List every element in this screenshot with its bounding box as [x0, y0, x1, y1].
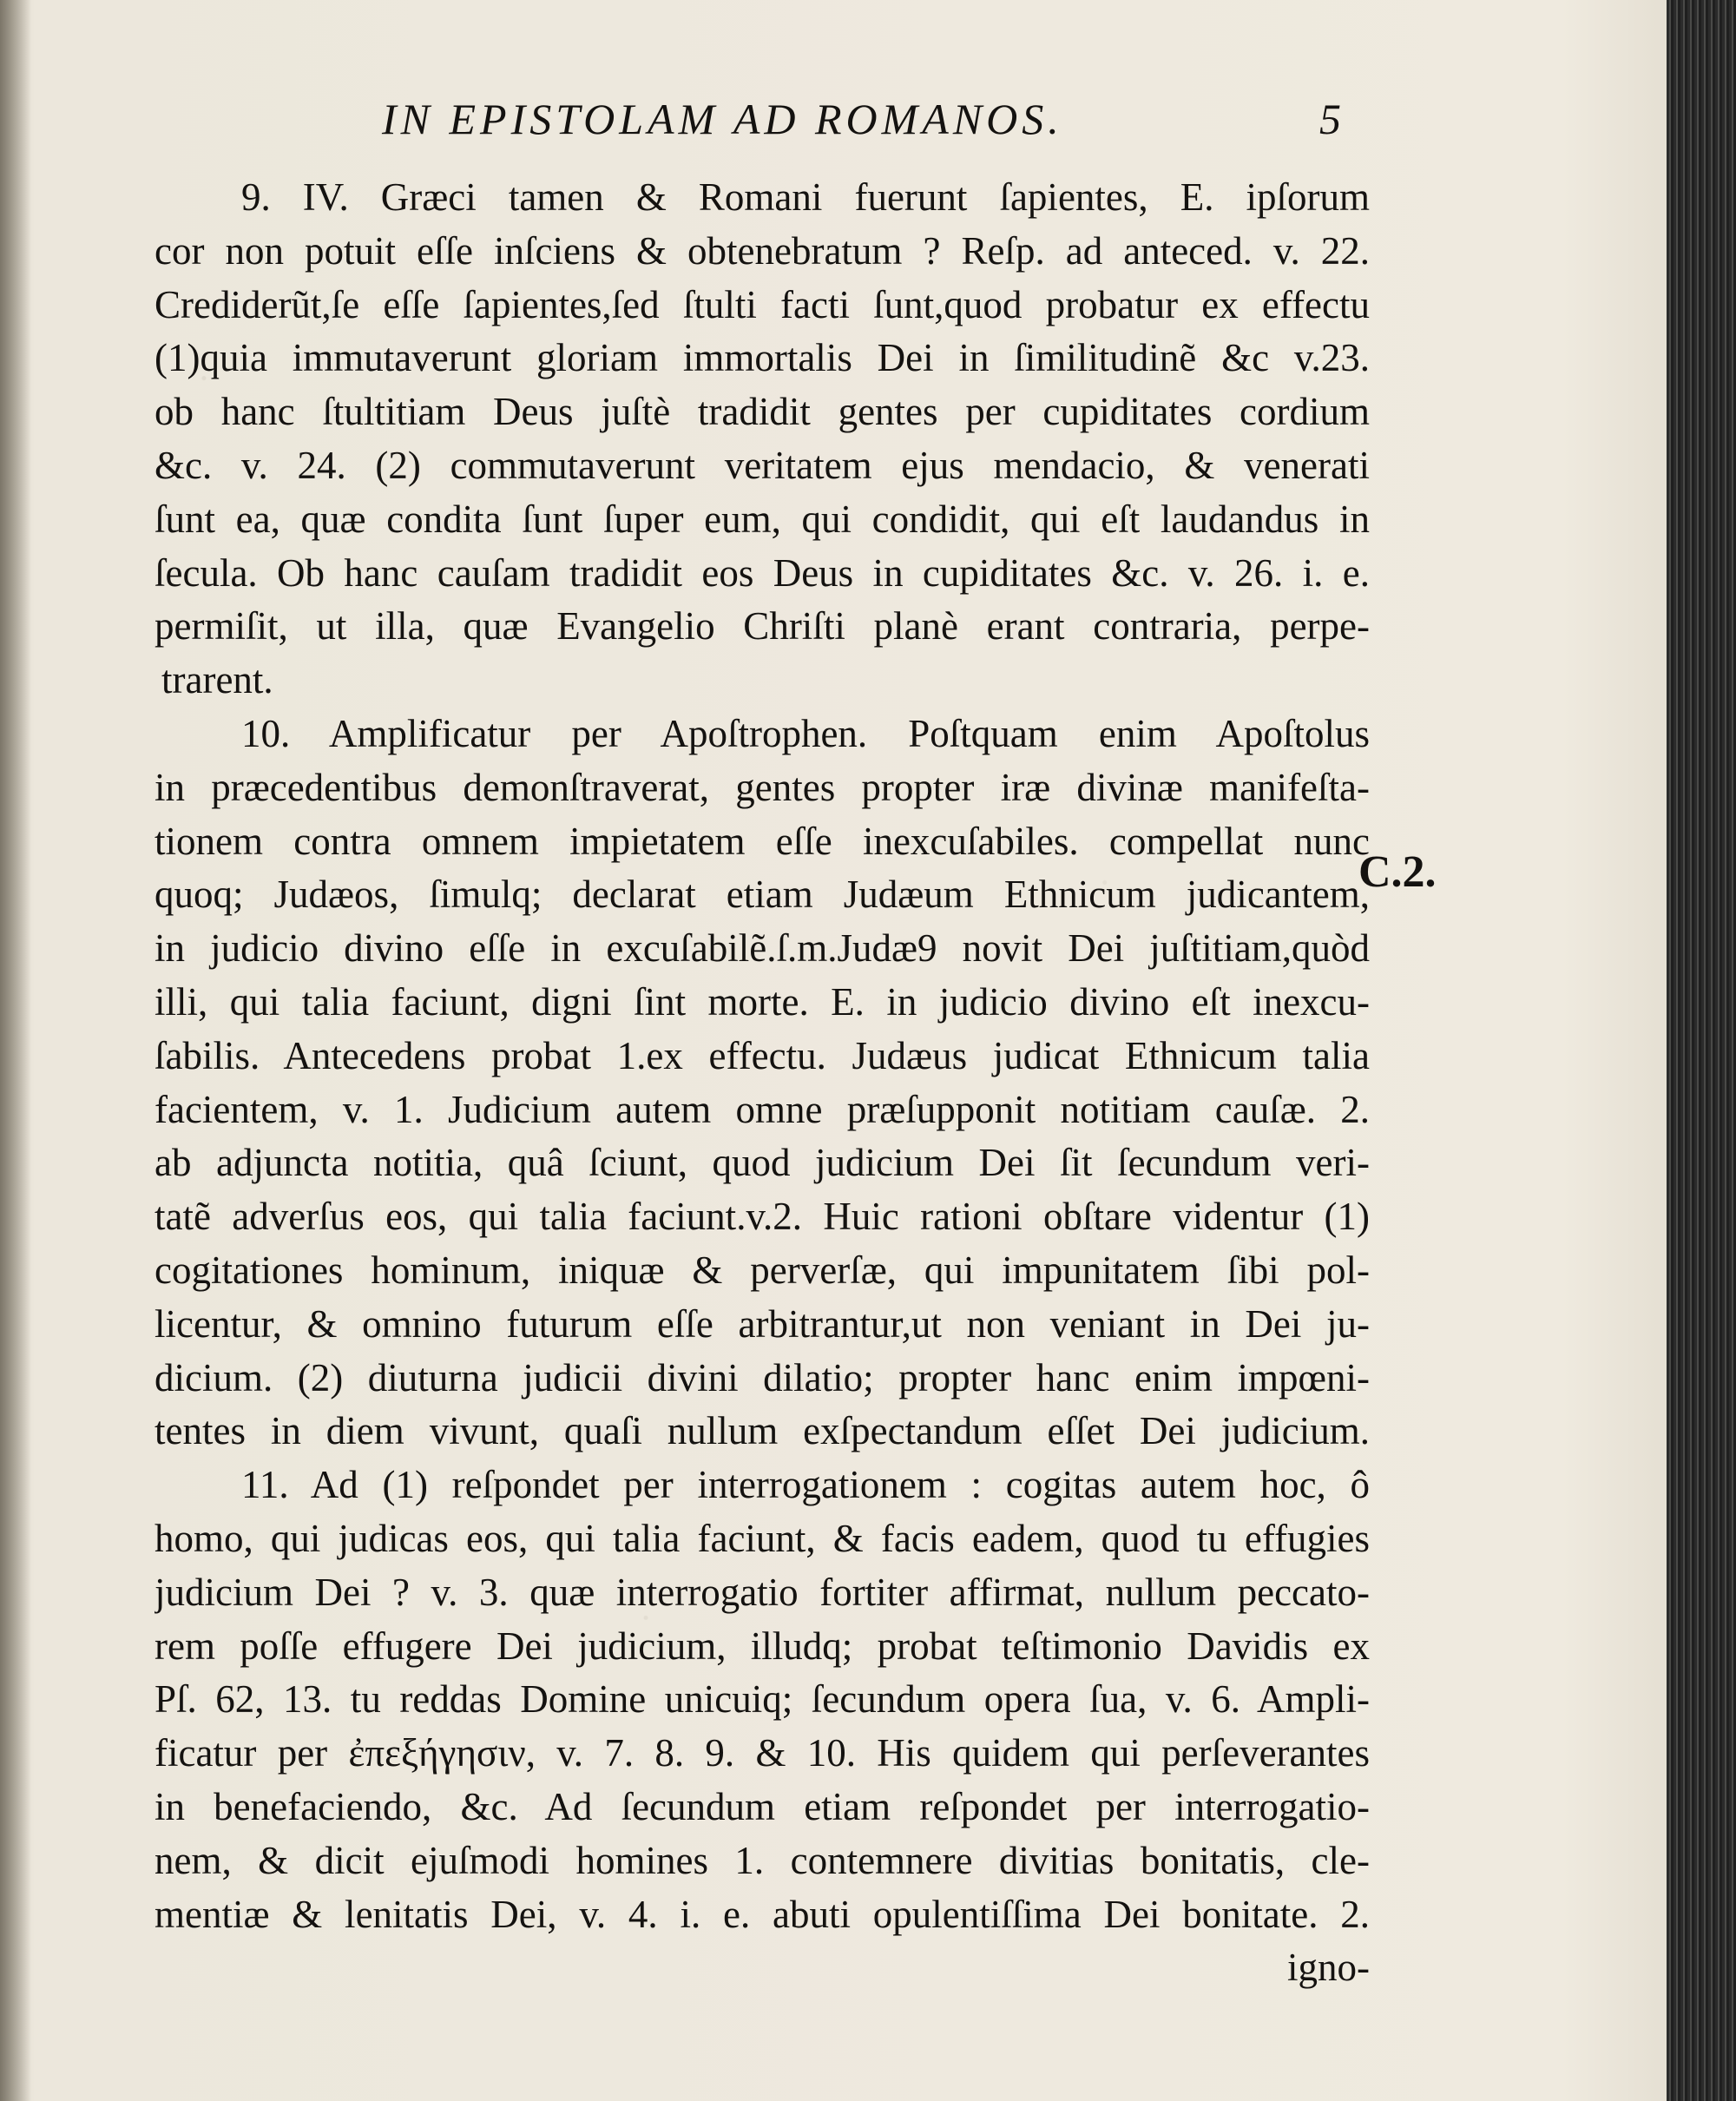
text-line: ob hanc ſtultitiam Deus juſtè tradidit gentes per cupiditates cordium [155, 390, 1370, 434]
text-line: ficatur per ἐπεξήγησιν, v. 7. 8. 9. & 10. His quidem qui perſeverantes [155, 1731, 1370, 1775]
text-line: mentiæ & lenitatis Dei, v. 4. i. e. abuti opulentiſſima Dei bonitate. 2. [155, 1892, 1370, 1936]
text-line: ſunt ea, quæ condita ſunt ſuper eum, qui condidit, qui eſt laudandus in [155, 497, 1370, 541]
text-line: ſabilis. Antecedens probat 1.ex effectu. Judæus judicat Ethnicum talia [155, 1033, 1370, 1077]
book-fore-edge [1667, 0, 1736, 2101]
text-line: illi, qui talia faciunt, digni ſint morte. E. in judicio divino eſt inexcu- [155, 980, 1370, 1024]
spine-shadow [0, 0, 31, 2101]
text-line: in judicio divino eſſe in excuſabilẽ.ſ.m.Judæ9 novit Dei juſtitiam,quòd [155, 926, 1370, 971]
running-header [347, 94, 1354, 155]
text-line: nem, & dicit ejuſmodi homines 1. contemnere divitias bonitatis, cle- [155, 1838, 1370, 1882]
text-line: &c. v. 24. (2) commutaverunt veritatem ejus mendacio, & venerati [155, 444, 1370, 487]
text-line: (1)quia immutaverunt gloriam immortalis Dei in ſimilitudinẽ &c v.23. [155, 336, 1370, 380]
text-line: Pſ. 62, 13. tu reddas Domine unicuiq; ſecundum opera ſua, v. 6. Ampli- [155, 1677, 1370, 1722]
text-line: licentur, & omnino futurum eſſe arbitrantur,ut non veniant in Dei ju- [155, 1301, 1370, 1346]
text-line: judicium Dei ? v. 3. quæ interrogatio fortiter affirmat, nullum peccato- [155, 1570, 1370, 1614]
text-line: facientem, v. 1. Judicium autem omne præſupponit notitiam cauſæ. 2. [155, 1087, 1370, 1131]
text-line: ab adjuncta notitia, quâ ſciunt, quod judicium Dei ſit ſecundum veri- [155, 1141, 1370, 1185]
text-line: Crediderũt,ſe eſſe ſapientes,ſed ſtulti facti ſunt,quod probatur ex effectu [155, 282, 1370, 326]
text-line: cogitationes hominum, iniquæ & perverſæ, qui impunitatem ſibi pol- [155, 1248, 1370, 1292]
text-line: tentes in diem vivunt, quaſi nullum exſpectandum eſſet Dei judicium. [155, 1409, 1370, 1453]
chapter-margin-note: C.2. [1358, 847, 1437, 897]
text-line: quoq; Judæos, ſimulq; declarat etiam Judæum Ethnicum judicantem, [155, 873, 1370, 917]
text-line: tatẽ adverſus eos, qui talia faciunt.v.2. Huic rationi obſtare videntur (1) [155, 1195, 1370, 1239]
text-line: 10. Amplificatur per Apoſtrophen. Poſtquam enim Apoſtolus [241, 712, 1370, 755]
text-line: 9. IV. Græci tamen & Romani fuerunt ſapientes, E. ipſorum [241, 175, 1370, 219]
page-number: 5 [1319, 95, 1345, 143]
text-line: 11. Ad (1) reſpondet per interrogationem : cogitas autem hoc, ô [241, 1463, 1370, 1507]
text-line: trarent. [161, 658, 273, 702]
text-line: in præcedentibus demonſtraverat, gentes propter iræ divinæ manifeſta- [155, 765, 1370, 809]
text-line: igno- [1287, 1946, 1370, 1990]
text-line: homo, qui judicas eos, qui talia faciunt, & facis eadem, quod tu effugies [155, 1517, 1370, 1560]
text-line: permiſit, ut illa, quæ Evangelio Chriſti planè erant contraria, perpe- [155, 604, 1370, 649]
text-line: in benefaciendo, &c. Ad ſecundum etiam reſpondet per interrogatio- [155, 1785, 1370, 1828]
text-line: cor non potuit eſſe inſciens & obtenebratum ? Reſp. ad anteced. v. 22. [155, 228, 1370, 273]
running-title: IN EPISTOLAM AD ROMANOS. [382, 95, 1063, 143]
text-line: rem poſſe effugere Dei judicium, illudq; probat teſtimonio Davidis ex [155, 1624, 1370, 1668]
text-line: ſecula. Ob hanc cauſam tradidit eos Deus in cupiditates &c. v. 26. i. e. [155, 550, 1370, 595]
text-line: tionem contra omnem impietatem eſſe inexcuſabiles. compellat nunc [155, 819, 1370, 863]
text-line: dicium. (2) diuturna judicii divini dilatio; propter hanc enim impœni- [155, 1355, 1370, 1400]
